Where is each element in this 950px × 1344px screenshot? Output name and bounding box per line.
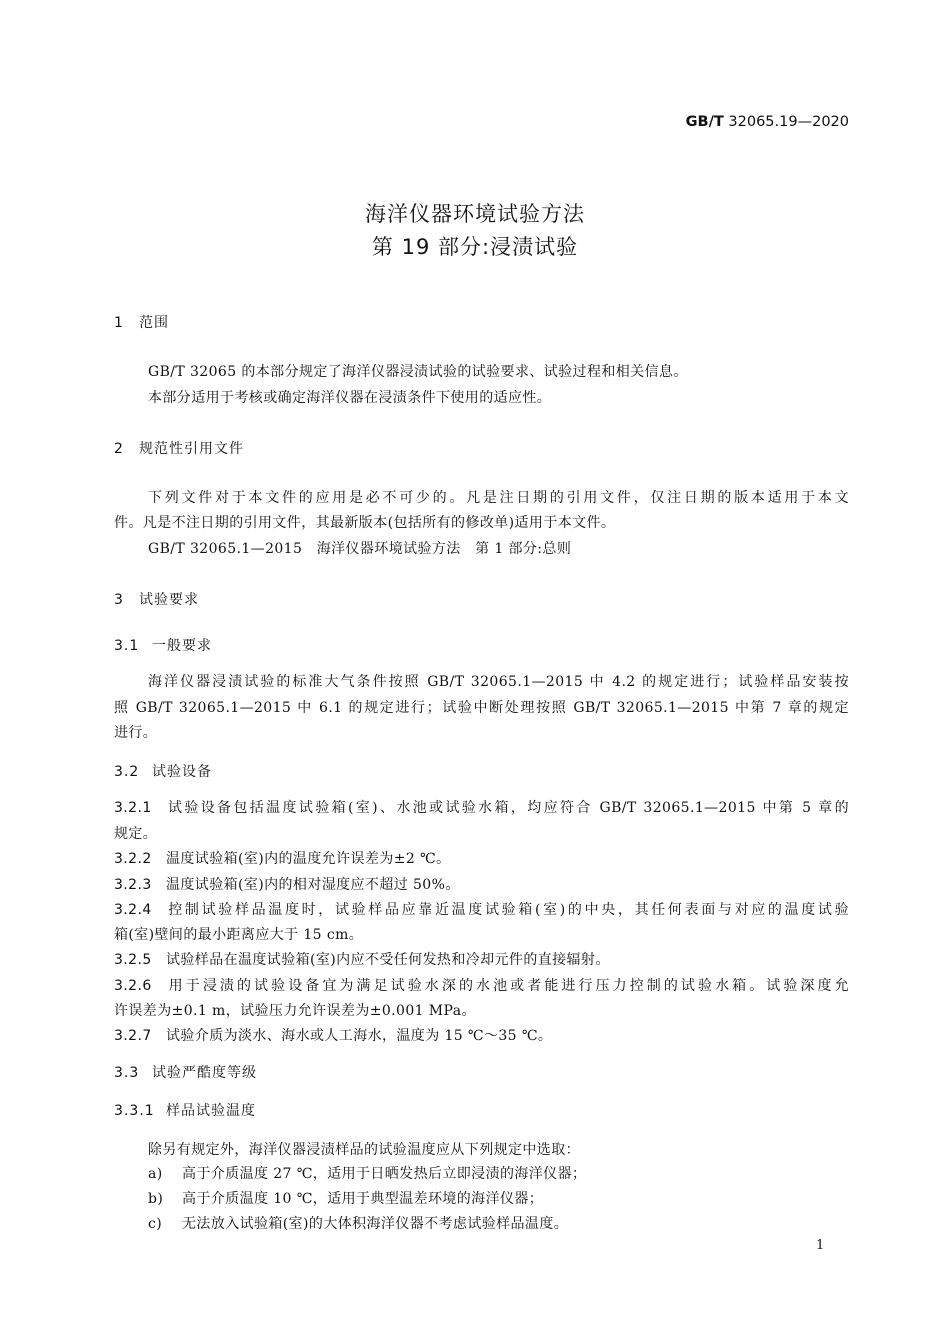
section-2-paragraph-line-2: 件。凡是不注日期的引用文件，其最新版本(包括所有的修改单)适用于本文件。 <box>114 515 616 531</box>
list-item-a: a) 高于介质温度 27 ℃，适用于日晒发热后立即浸渍的海洋仪器； <box>148 1166 587 1182</box>
document-title: 海洋仪器环境试验方法 <box>365 202 585 226</box>
document-subtitle: 第 19 部分:浸渍试验 <box>371 235 579 259</box>
list-item-c: c) 无法放入试验箱(室)的大体积海洋仪器不考虑试验样品温度。 <box>148 1216 569 1232</box>
section-3-3-heading: 3.3 试验严酷度等级 <box>114 1065 257 1081</box>
section-1-heading: 1 范围 <box>114 315 169 331</box>
list-item-b: b) 高于介质温度 10 ℃，适用于典型温差环境的海洋仪器； <box>148 1191 544 1207</box>
clause-3-2-2: 3.2.2 温度试验箱(室)内的温度允许误差为±2 ℃。 <box>114 851 451 867</box>
normative-reference: GB/T 32065.1—2015 海洋仪器环境试验方法 第 1 部分:总则 <box>148 541 572 557</box>
section-3-3-1-intro: 除另有规定外，海洋仪器浸渍样品的试验温度应从下列规定中选取： <box>148 1142 580 1158</box>
standard-number: GB/T 32065.19—2020 <box>685 114 849 130</box>
section-3-1-line-2: 照 GB/T 32065.1—2015 中 6.1 的规定进行；试验中断处理按照 GB/T 32065.1—2015 中第 7 章的规定 <box>114 700 849 716</box>
clause-3-2-4: 3.2.4 控制试验样品温度时，试验样品应靠近温度试验箱(室)的中央，其任何表面与对应的温度试验 <box>114 902 849 918</box>
clause-3-2-3: 3.2.3 温度试验箱(室)内的相对湿度应不超过 50%。 <box>114 877 460 893</box>
clause-3-2-7: 3.2.7 试验介质为淡水、海水或人工海水，温度为 15 ℃～35 ℃。 <box>114 1028 553 1044</box>
clause-3-2-1-continued: 规定。 <box>114 826 158 842</box>
clause-3-2-4-continued: 箱(室)壁间的最小距离应大于 15 cm。 <box>114 927 364 943</box>
clause-3-2-1: 3.2.1 试验设备包括温度试验箱(室)、水池或试验水箱，均应符合 GB/T 32065.1—2015 中第 5 章的 <box>114 800 849 816</box>
page-number: 1 <box>816 1238 825 1253</box>
section-3-2-heading: 3.2 试验设备 <box>114 764 212 780</box>
section-3-1-heading: 3.1 一般要求 <box>114 638 212 654</box>
clause-3-2-5: 3.2.5 试验样品在温度试验箱(室)内应不受任何发热和冷却元件的直接辐射。 <box>114 952 610 968</box>
clause-3-2-6: 3.2.6 用于浸渍的试验设备宜为满足试验水深的水池或者能进行压力控制的试验水箱。试验深度允 <box>114 978 849 994</box>
section-2-paragraph-line-1: 下列文件对于本文件的应用是必不可少的。凡是注日期的引用文件，仅注日期的版本适用于本文 <box>148 490 849 506</box>
section-3-1-line-3: 进行。 <box>114 725 158 741</box>
clause-3-2-6-continued: 许误差为±0.1 m，试验压力允许误差为±0.001 MPa。 <box>114 1003 476 1019</box>
section-3-1-line-1: 海洋仪器浸渍试验的标准大气条件按照 GB/T 32065.1—2015 中 4.2 的规定进行；试验样品安装按 <box>148 674 849 690</box>
section-2-heading: 2 规范性引用文件 <box>114 441 244 457</box>
section-1-paragraph-1: GB/T 32065 的本部分规定了海洋仪器浸渍试验的试验要求、试验过程和相关信息。 <box>148 364 688 380</box>
section-3-3-1-heading: 3.3.1 样品试验温度 <box>114 1103 256 1119</box>
section-1-paragraph-2: 本部分适用于考核或确定海洋仪器在浸渍条件下使用的适应性。 <box>148 390 552 406</box>
section-3-heading: 3 试验要求 <box>114 592 199 608</box>
